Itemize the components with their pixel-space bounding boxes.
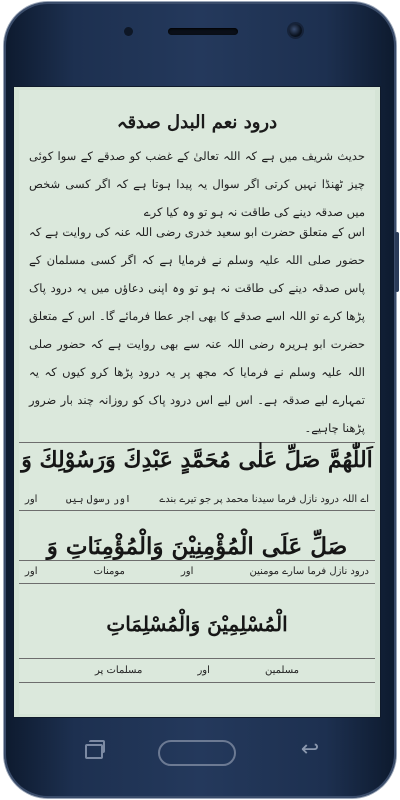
translation-segment: مومنات <box>93 566 125 577</box>
title-row <box>19 112 375 133</box>
proximity-sensor <box>124 27 133 36</box>
earpiece-speaker <box>168 28 238 35</box>
dua-line-1: اَللّٰھُمَّ صَلِّ عَلٰی مُحَمَّدٍ عَبْدِكَ وَرَسُوْلِكَ وَ <box>21 447 373 473</box>
translation-segment: مسلمین <box>265 665 299 676</box>
divider <box>19 442 375 443</box>
dua-line-1-translation <box>25 494 369 505</box>
screen[interactable] <box>13 86 381 718</box>
translation-segment: اور رسول ہیں <box>65 494 131 505</box>
divider <box>19 658 375 659</box>
translation-segment: مسلمات پر <box>95 665 143 676</box>
dua-line-2: صَلِّ عَلَى الْمُؤْمِنِيْنَ وَالْمُؤْمِنَاتِ وَ <box>46 533 348 560</box>
dua-line-3-translation <box>25 665 369 676</box>
recent-apps-icon[interactable] <box>81 738 105 762</box>
translation-segment: اور <box>197 665 210 676</box>
translation-segment: اور <box>25 566 38 577</box>
side-button <box>395 232 399 292</box>
article-page[interactable] <box>19 90 375 714</box>
translation-segment: درود نازل فرما سارے مومنین <box>249 566 369 577</box>
navigation-bar <box>13 720 379 780</box>
translation-segment: اور <box>25 494 38 505</box>
front-camera-icon <box>289 24 302 37</box>
divider <box>19 510 375 511</box>
divider <box>19 682 375 683</box>
phone-top-bezel <box>4 2 396 88</box>
divider <box>19 560 375 561</box>
back-icon[interactable]: ↩ <box>300 737 320 762</box>
divider <box>19 583 375 584</box>
translation-segment: اور <box>180 566 194 577</box>
page-title: درود نعم البدل صدقہ <box>116 112 278 133</box>
dua-line-3: الْمُسْلِمِيْنَ وَالْمُسْلِمَاتِ <box>106 612 288 636</box>
article-paragraph-2: اس کے متعلق حضرت ابو سعید خدری رضی اللہ عنہ کی روایت ہے کہ حضور صلی اللہ علیہ وسلم نے فرمایا ہے کہ اگر کسی مسلمان کے پاس صدقہ دینے کی طاقت نہ ہو تو وہ اپنی دعاؤں میں یہ درود پاک پڑھا کرے تو اللہ اسے صدقے کا بھی اجر عطا فرمائے گا۔ اس کے متعلق حضرت ابو ہریرہ رضی اللہ عنہ سے بھی روایت ہے کہ حضور صلی اللہ علیہ وسلم نے فرمایا کہ مجھ پر یہ درود پڑھا کرو کیوں کہ یہ تمہارے لیے صدقہ ہے۔ اس لیے اس درود پاک کو روزانہ چند بار ضرور پڑھنا چاہیے۔ <box>29 225 365 435</box>
article-paragraph-1: حدیث شریف میں ہے کہ اللہ تعالیٰ کے غضب کو صدقے کے سوا کوئی چیز ٹھنڈا نہیں کرتی اگر سوال یہ پیدا ہوتا ہے کہ اگر کسی شخص میں صدقہ دینے کی طاقت نہ ہو تو وہ کیا کرے <box>29 149 365 219</box>
dua-line-2-translation <box>25 566 369 577</box>
home-button[interactable] <box>158 740 236 766</box>
translation-segment: اے اللہ درود نازل فرما سیدنا محمد پر جو تیرے بندے <box>159 494 369 505</box>
